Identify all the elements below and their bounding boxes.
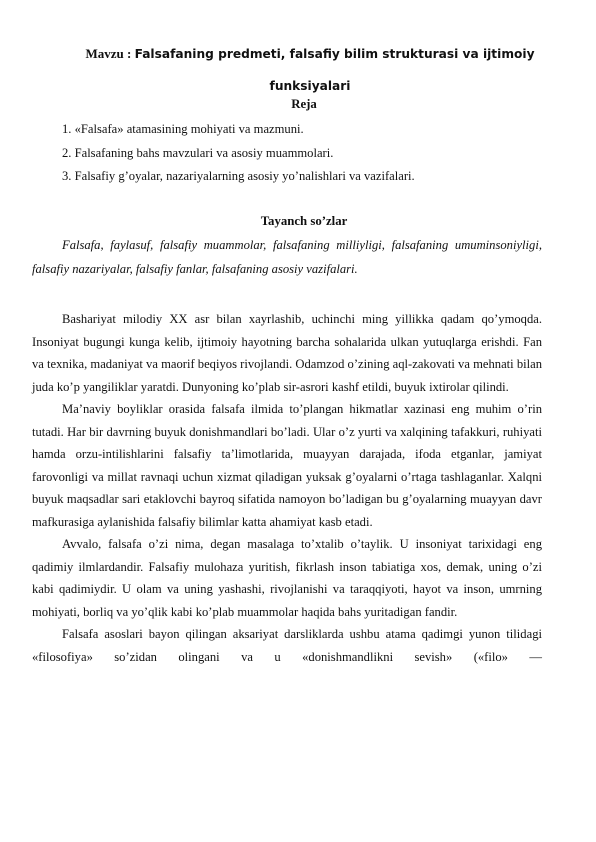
topic-prefix: Mavzu :	[85, 46, 135, 61]
plan-list	[62, 118, 415, 189]
paragraph: Bashariyat milodiy XX asr bilan xayrlashib, uchinchi ming yillikka qadam qo’ymoqda. Insoniyat bugungi kunga kelib, ijtimoiy hayotning barcha sohalarida ulkan yutuqlarga erishdi. Fan va texnika, madaniyat va maorif beqiyos rivojlandi. Odamzod o’zining aql-zakovati va mehnati bilan juda ko’p yangiliklar yaratdi. Dunyoning ko’plab sir-asrori kashf etildi, buyuk ixtirolar qilindi.	[32, 312, 542, 394]
body-text	[32, 308, 542, 668]
keywords-heading: Tayanch so’zlar	[260, 214, 348, 228]
plan-item: 3. Falsafiy g’oyalar, nazariyalarning asosiy yo’nalishlari va vazifalari.	[62, 169, 415, 183]
plan-item: 2. Falsafaning bahs mavzulari va asosiy muammolari.	[62, 145, 334, 160]
paragraph: Falsafa asoslari bayon qilingan aksariyat darsliklarda ushbu atama qadimgi yunon tilidagi «filosofiya» so’zidan olingani va u «donishmandlikni sevish» («filo» —	[32, 627, 542, 664]
plan-heading: Reja	[291, 97, 317, 111]
plan-item: 1. «Falsafa» atamasining mohiyati va mazmuni.	[62, 122, 304, 136]
topic-title-line2: funksiyalari	[269, 79, 351, 93]
keywords-text: Falsafa, faylasuf, falsafiy muammolar, falsafaning milliyligi, falsafaning umuminsoniyligi, falsafiy nazariyalar, falsafiy fanlar, falsafaning asosiy vazifalari.	[32, 238, 542, 276]
topic-title	[60, 38, 560, 102]
topic-title-line1: Falsafaning predmeti, falsafiy bilim strukturasi va ijtimoiy	[134, 47, 535, 61]
paragraph: Avvalo, falsafa o’zi nima, degan masalaga to’xtalib o’taylik. U insoniyat tarixidagi eng qadimiy ilmlardandir. Falsafiy mulohaza yuritish, fikrlash inson tabiatiga xos, demak, uning o’zi kabi qadimiydir. U olam va uning yashashi, rivojlanishi va taraqqiyoti, hayot va inson, umrning mohiyati, borliq va yo’qlik kabi ko’plab muammolar haqida bahs yuritadigan fandir.	[32, 537, 542, 619]
paragraph: Ma’naviy boyliklar orasida falsafa ilmida to’plangan hikmatlar xazinasi eng muhim o’rin tutadi. Har bir davrning buyuk donishmandlari bo’ladi. Ular o’z yurti va xalqining tafakkuri, ruhiyati hamda orzu-intilishlarini falsafiy ta’limotlarida, muayyan darajada, ifoda etganlar, jamiyat farovonligi va millat ravnaqi uchun xizmat qiladigan yuksak g’oyalarni o’rtaga tashlaganlar. Xalqni buyuk maqsadlar sari etaklovchi bayroq sifatida namoyon bo’ladigan bu g’oyalarning muayyan davr mafkurasiga aylanishida falsafiy bilimlar katta ahamiyat kasb etadi.	[32, 402, 542, 529]
